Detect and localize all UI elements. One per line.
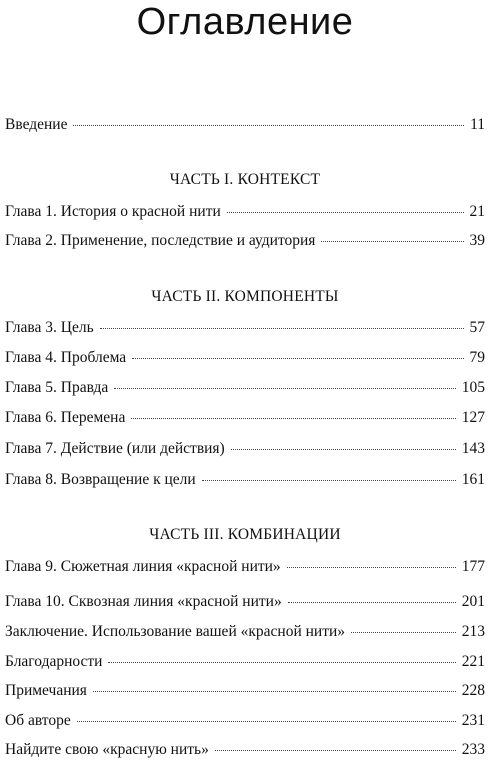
dot-leader [93, 691, 456, 692]
toc-page-number: 39 [469, 232, 485, 249]
part-heading-3: ЧАСТЬ III. КОМБИНАЦИИ [149, 526, 341, 543]
toc-entry-label: Глава 4. Проблема [5, 349, 127, 366]
toc-entry-chapter-7[interactable] [5, 439, 485, 459]
toc-entry-label: Заключение. Использование вашей «красной нити» [5, 623, 346, 640]
toc-entry-chapter-1[interactable] [5, 202, 485, 222]
toc-page-number: 233 [461, 741, 485, 758]
toc-page-number: 79 [469, 349, 485, 366]
toc-entry-chapter-3[interactable] [5, 318, 485, 338]
toc-page-number: 231 [461, 712, 485, 729]
toc-page-number: 177 [461, 558, 485, 575]
toc-entry-chapter-6[interactable] [5, 408, 485, 428]
toc-page-number: 221 [461, 653, 485, 670]
toc-page-number: 127 [461, 409, 485, 426]
toc-entry-label: Об авторе [5, 712, 71, 729]
toc-entry-chapter-9[interactable] [5, 557, 485, 577]
toc-entry-chapter-5[interactable] [5, 378, 485, 398]
toc-entry-label: Глава 8. Возвращение к цели [5, 471, 196, 488]
toc-entry-label: Глава 1. История о красной нити [5, 203, 221, 220]
dot-leader [100, 328, 464, 329]
part-heading-1: ЧАСТЬ I. КОНТЕКСТ [169, 171, 321, 188]
toc-entry-label: Глава 10. Сквозная линия «красной нити» [5, 593, 282, 610]
toc-page-number: 21 [469, 203, 485, 220]
toc-entry-chapter-4[interactable] [5, 348, 485, 368]
dot-leader [77, 721, 456, 722]
toc-entry-label: Глава 6. Перемена [5, 409, 126, 426]
dot-leader [288, 602, 456, 603]
toc-entry-conclusion[interactable] [5, 622, 485, 642]
toc-entry-label: Введение [5, 116, 68, 133]
toc-entry-label: Глава 2. Применение, последствие и аудитория [5, 232, 316, 249]
dot-leader [227, 212, 464, 213]
page-title: Оглавление [136, 1, 354, 43]
dot-leader [231, 449, 456, 450]
dot-leader [132, 358, 463, 359]
toc-entry-label: Найдите свою «красную нить» [5, 741, 209, 758]
toc-entry-about-author[interactable] [5, 711, 485, 731]
toc-entry-find-your-thread[interactable] [5, 740, 485, 760]
dot-leader [202, 480, 456, 481]
toc-page-number: 105 [461, 379, 485, 396]
dot-leader [321, 241, 463, 242]
dot-leader [108, 662, 455, 663]
toc-page-number: 57 [469, 319, 485, 336]
toc-page-number: 161 [461, 471, 485, 488]
toc-entry-label: Примечания [5, 682, 87, 699]
dot-leader [114, 388, 455, 389]
toc-page-number: 143 [461, 440, 485, 457]
toc-entry-chapter-10[interactable] [5, 592, 485, 612]
toc-page-number: 228 [461, 682, 485, 699]
toc-page-number: 201 [461, 593, 485, 610]
dot-leader [351, 632, 456, 633]
toc-entry-notes[interactable] [5, 681, 485, 701]
toc-entry-label: Глава 3. Цель [5, 319, 94, 336]
toc-entry-label: Глава 9. Сюжетная линия «красной нити» [5, 558, 281, 575]
toc-page-number: 11 [470, 116, 485, 133]
dot-leader [215, 750, 456, 751]
dot-leader [287, 567, 456, 568]
toc-entry-intro[interactable] [5, 115, 485, 135]
toc-page-number: 213 [461, 623, 485, 640]
part-heading-2: ЧАСТЬ II. КОМПОНЕНТЫ [151, 288, 339, 305]
toc-entry-chapter-8[interactable] [5, 470, 485, 490]
toc-entry-label: Благодарности [5, 653, 103, 670]
dot-leader [73, 125, 464, 126]
toc-entry-label: Глава 5. Правда [5, 379, 109, 396]
toc-entry-acknowledgements[interactable] [5, 652, 485, 672]
toc-entry-label: Глава 7. Действие (или действия) [5, 440, 225, 457]
dot-leader [131, 418, 455, 419]
toc-entry-chapter-2[interactable] [5, 231, 485, 251]
